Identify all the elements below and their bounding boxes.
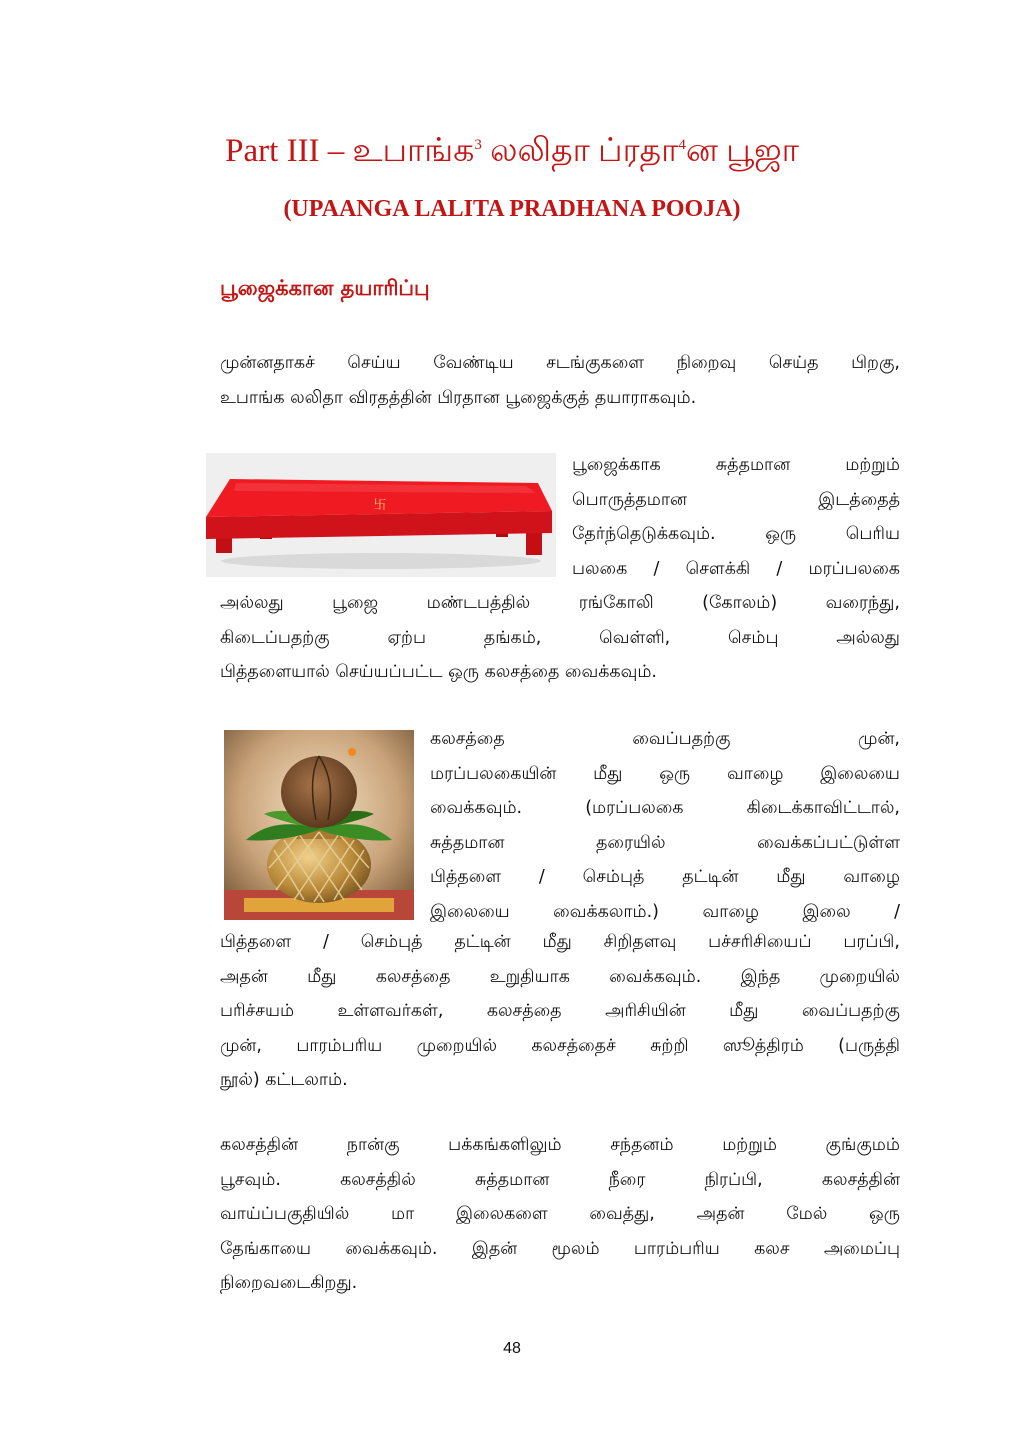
kalash-image: [224, 730, 414, 920]
text-line: முன்னதாகச் செய்ய வேண்டிய சடங்குகளை நிறைவு செய்த பிறகு,: [220, 353, 900, 373]
text-line: தேங்காயை வைக்கவும். இதன் மூலம் பாரம்பரிய கலச அமைப்பு: [220, 1238, 900, 1259]
text-line: அதன் மீது கலசத்தை உறுதியாக வைக்கவும். இந்த முறையில்: [220, 966, 900, 987]
title-superscript-2: 4: [678, 137, 686, 153]
text-line: உபாங்க லலிதா விரதத்தின் பிரதான பூஜைக்குத் தயாராகவும்.: [220, 387, 697, 408]
text-line: பலகை / சௌக்கி / மரப்பலகை: [572, 558, 900, 579]
text-line: நூல்) கட்டலாம்.: [220, 1070, 348, 1090]
paragraph-4: [220, 1128, 900, 1301]
page-subtitle: (UPAANGA LALITA PRADHANA POOJA): [283, 196, 741, 222]
text-line: வாய்ப்பகுதியில் மா இலைகளை வைத்து, அதன் மேல் ஒரு: [220, 1204, 900, 1224]
wooden-plank-image: [206, 453, 556, 577]
text-line: பூசவும். கலசத்தில் சுத்தமான நீரை நிரப்பி, கலசத்தின்: [220, 1169, 900, 1190]
text-line: இலையை வைக்கலாம்.) வாழை இலை /: [430, 901, 900, 922]
text-line: பொருத்தமான இடத்தைத்: [572, 489, 900, 510]
text-line: தேர்ந்தெடுக்கவும். ஒரு பெரிய: [572, 524, 900, 544]
text-line: பித்தளை / செம்புத் தட்டின் மீது வாழை: [430, 867, 900, 887]
kalash-illustration: [224, 730, 414, 920]
paragraph-3-full-width: [220, 925, 900, 1098]
text-line: சுத்தமான தரையில் வைக்கப்பட்டுள்ள: [430, 832, 900, 853]
title-middle: லலிதா ப்ரதா: [481, 133, 679, 169]
title-prefix: Part III – உபாங்க: [225, 133, 475, 169]
red-chowki-illustration: [206, 453, 556, 577]
text-line: அல்லது பூஜை மண்டபத்தில் ரங்கோலி (கோலம்) வரைந்து,: [220, 593, 900, 613]
page-number: 48: [503, 1340, 521, 1357]
paragraph-3-beside-image: [430, 722, 900, 929]
section-heading: பூஜைக்கான தயாரிப்பு: [220, 276, 430, 300]
text-line: வைக்கவும். (மரப்பலகை கிடைக்காவிட்டால்,: [430, 798, 900, 818]
text-line: பரிச்சயம் உள்ளவர்கள், கலசத்தை அரிசியின் மீது வைப்பதற்கு: [220, 1001, 900, 1021]
intro-paragraph: [220, 346, 900, 415]
swastika-symbol: 卐: [373, 498, 387, 513]
paragraph-2-beside-image: [572, 448, 900, 586]
paragraph-2-full-width: [220, 586, 900, 690]
text-line: கலசத்தை வைப்பதற்கு முன்,: [430, 729, 900, 749]
page-title: [0, 128, 1024, 174]
text-line: முன், பாரம்பரிய முறையில் கலசத்தைச் சுற்றி ஸூத்திரம் (பருத்தி: [220, 1035, 900, 1056]
text-line: நிறைவடைகிறது.: [220, 1273, 358, 1293]
text-line: கலசத்தின் நான்கு பக்கங்களிலும் சந்தனம் மற்றும் குங்குமம்: [220, 1135, 900, 1155]
text-line: பித்தளை / செம்புத் தட்டின் மீது சிறிதளவு பச்சரிசியைப் பரப்பி,: [220, 932, 900, 952]
text-line: பூஜைக்காக சுத்தமான மற்றும்: [572, 455, 900, 475]
text-line: கிடைப்பதற்கு ஏற்ப தங்கம், வெள்ளி, செம்பு அல்லது: [220, 627, 900, 648]
text-line: மரப்பலகையின் மீது ஒரு வாழை இலையை: [430, 763, 900, 784]
title-superscript-1: 3: [474, 137, 482, 153]
text-line: பித்தளையால் செய்யப்பட்ட ஒரு கலசத்தை வைக்கவும்.: [220, 662, 657, 682]
title-suffix: ன பூஜா: [685, 133, 799, 169]
